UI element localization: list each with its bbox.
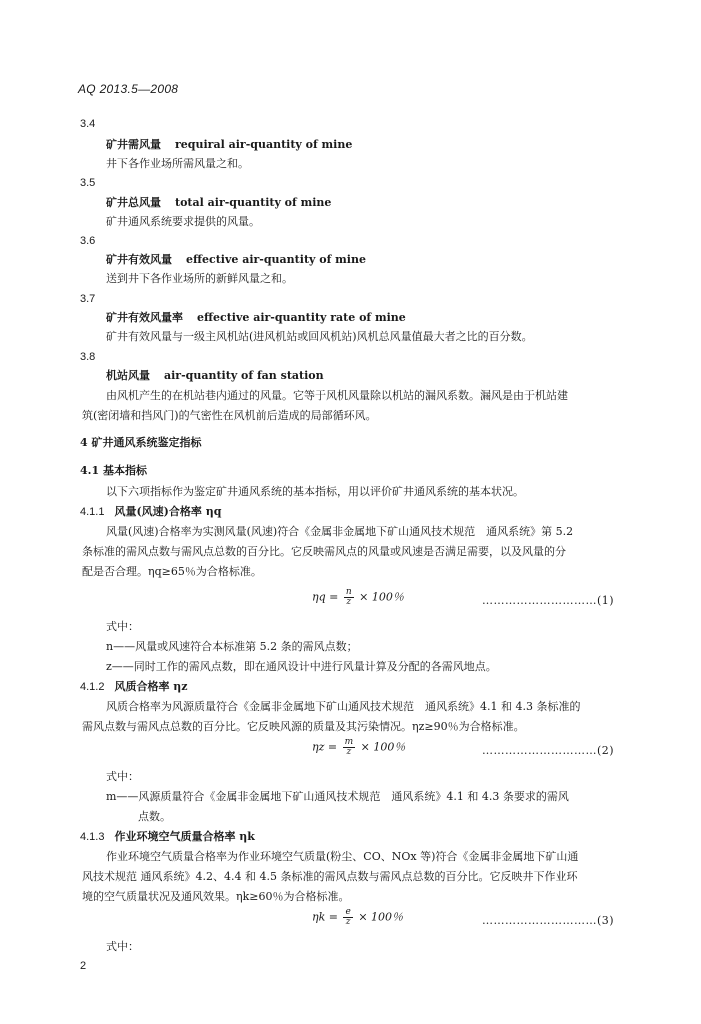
- where-label: 式中：: [106, 620, 139, 633]
- where-label: 式中：: [106, 770, 139, 783]
- clause-title: 作业环境空气质量合格率 ηk: [114, 830, 255, 843]
- equation-1: [312, 588, 404, 607]
- clause-number: 4.1.1: [80, 506, 105, 518]
- term-chinese: 矿井需风量: [106, 138, 161, 151]
- fraction: [344, 588, 354, 607]
- clause-number: 4.1.2: [80, 681, 105, 693]
- paragraph: 以下六项指标作为鉴定矿井通风系统的基本指标，用以评价矿井通风系统的基本状况。: [106, 485, 524, 498]
- paragraph: 风量(风速)合格率为实测风量(风速)符合《金属非金属地下矿山通风技术规范 通风系统》第 5.2: [106, 525, 574, 538]
- page-number: 2: [80, 960, 87, 972]
- equation-number: …………………………(3): [482, 914, 615, 927]
- term-definition: 矿井通风系统要求提供的风量。: [106, 215, 260, 228]
- paragraph: 作业环境空气质量合格率为作业环境空气质量(粉尘、CO、NOx 等)符合《金属非金属地下矿山通: [106, 850, 579, 863]
- variable-definition-continued: 点数。: [138, 810, 171, 823]
- term-chinese: 机站风量: [106, 369, 150, 382]
- clause-title: 风量(风速)合格率 ηq: [114, 505, 222, 518]
- clause-number: 4.1.3: [80, 831, 105, 843]
- term-english: total air-quantity of mine: [175, 196, 332, 209]
- term-english: effective air-quantity of mine: [186, 253, 366, 266]
- paragraph: 条标准的需风点数与需风点总数的百分比。它反映需风点的风量或风速是否满足需要，以及风量的分: [82, 545, 566, 558]
- clause-heading: [80, 830, 255, 844]
- term-definition: 井下各作业场所需风量之和。: [106, 157, 249, 170]
- denominator: z: [345, 917, 351, 927]
- fraction: [343, 908, 352, 927]
- numerator: n: [345, 587, 352, 597]
- variable-definition: n——风量或风速符合本标准第 5.2 条的需风点数；: [106, 640, 358, 653]
- clause-number: 3.4: [80, 118, 96, 130]
- running-header: AQ 2013.5—2008: [78, 82, 179, 96]
- numerator: e: [345, 907, 351, 917]
- term-definition-continued: 筑(密闭墙和挡风门)的气密性在风机前后造成的局部循环风。: [82, 409, 377, 422]
- clause-heading: [80, 680, 188, 694]
- paragraph: 境的空气质量状况及通风效果。ηk≥60％为合格标准。: [82, 890, 350, 903]
- term-chinese: 矿井有效风量率: [106, 311, 183, 324]
- section-heading: 4 矿井通风系统鉴定指标: [80, 436, 202, 449]
- clause-number: 3.8: [80, 351, 96, 363]
- paragraph: 风质合格率为风源质量符合《金属非金属地下矿山通风技术规范 通风系统》4.1 和 4.3 条标准的: [106, 700, 581, 713]
- term-definition: 矿井有效风量与一级主风机站(进风机站或回风机站)风机总风量值最大者之比的百分数。: [106, 330, 533, 343]
- clause-number: 3.7: [80, 293, 96, 305]
- equation-number: …………………………(2): [482, 744, 615, 757]
- denominator: z: [346, 747, 352, 757]
- term-definition: 送到井下各作业场所的新鲜风量之和。: [106, 272, 293, 285]
- equation-rhs: × 100％: [360, 740, 406, 754]
- denominator: z: [346, 597, 352, 607]
- term-heading: [106, 253, 366, 267]
- term-heading: [106, 311, 406, 325]
- equation-rhs: × 100％: [358, 910, 404, 924]
- equation-2: [312, 738, 405, 757]
- equation-lhs: ηq =: [312, 590, 339, 604]
- clause-title: 风质合格率 ηz: [114, 680, 188, 693]
- where-label: 式中：: [106, 940, 139, 953]
- term-heading: [106, 138, 352, 152]
- paragraph: 需风点数与需风点总数的百分比。它反映风源的质量及其污染情况。ηz≥90％为合格标准。: [82, 720, 525, 733]
- term-chinese: 矿井有效风量: [106, 253, 172, 266]
- variable-definition: z——同时工作的需风点数，即在通风设计中进行风量计算及分配的各需风地点。: [106, 660, 497, 673]
- term-heading: [106, 369, 324, 383]
- paragraph: 风技术规范 通风系统》4.2、4.4 和 4.5 条标准的需风点数与需风点总数的百分比。它反映井下作业环: [82, 870, 578, 883]
- clause-number: 3.6: [80, 235, 96, 247]
- term-english: air-quantity of fan station: [164, 369, 324, 382]
- term-english: effective air-quantity rate of mine: [197, 311, 406, 324]
- equation-lhs: ηk =: [312, 910, 338, 924]
- variable-definition: m——风源质量符合《金属非金属地下矿山通风技术规范 通风系统》4.1 和 4.3 条要求的需风: [106, 790, 569, 803]
- term-definition: 由风机产生的在机站巷内通过的风量。它等于风机风量除以机站的漏风系数。漏风是由于机站建: [106, 389, 568, 402]
- equation-rhs: × 100％: [359, 590, 404, 604]
- clause-number: 3.5: [80, 177, 96, 189]
- numerator: m: [344, 737, 354, 747]
- equation-number: …………………………(1): [482, 594, 615, 607]
- paragraph: 配是否合理。ηq≥65％为合格标准。: [82, 565, 262, 578]
- clause-heading: [80, 505, 221, 519]
- subsection-heading: 4.1 基本指标: [80, 464, 147, 477]
- term-heading: [106, 196, 331, 210]
- equation-3: [312, 908, 403, 927]
- fraction: [343, 738, 356, 757]
- term-english: requiral air-quantity of mine: [175, 138, 353, 151]
- equation-lhs: ηz =: [312, 740, 338, 754]
- term-chinese: 矿井总风量: [106, 196, 161, 209]
